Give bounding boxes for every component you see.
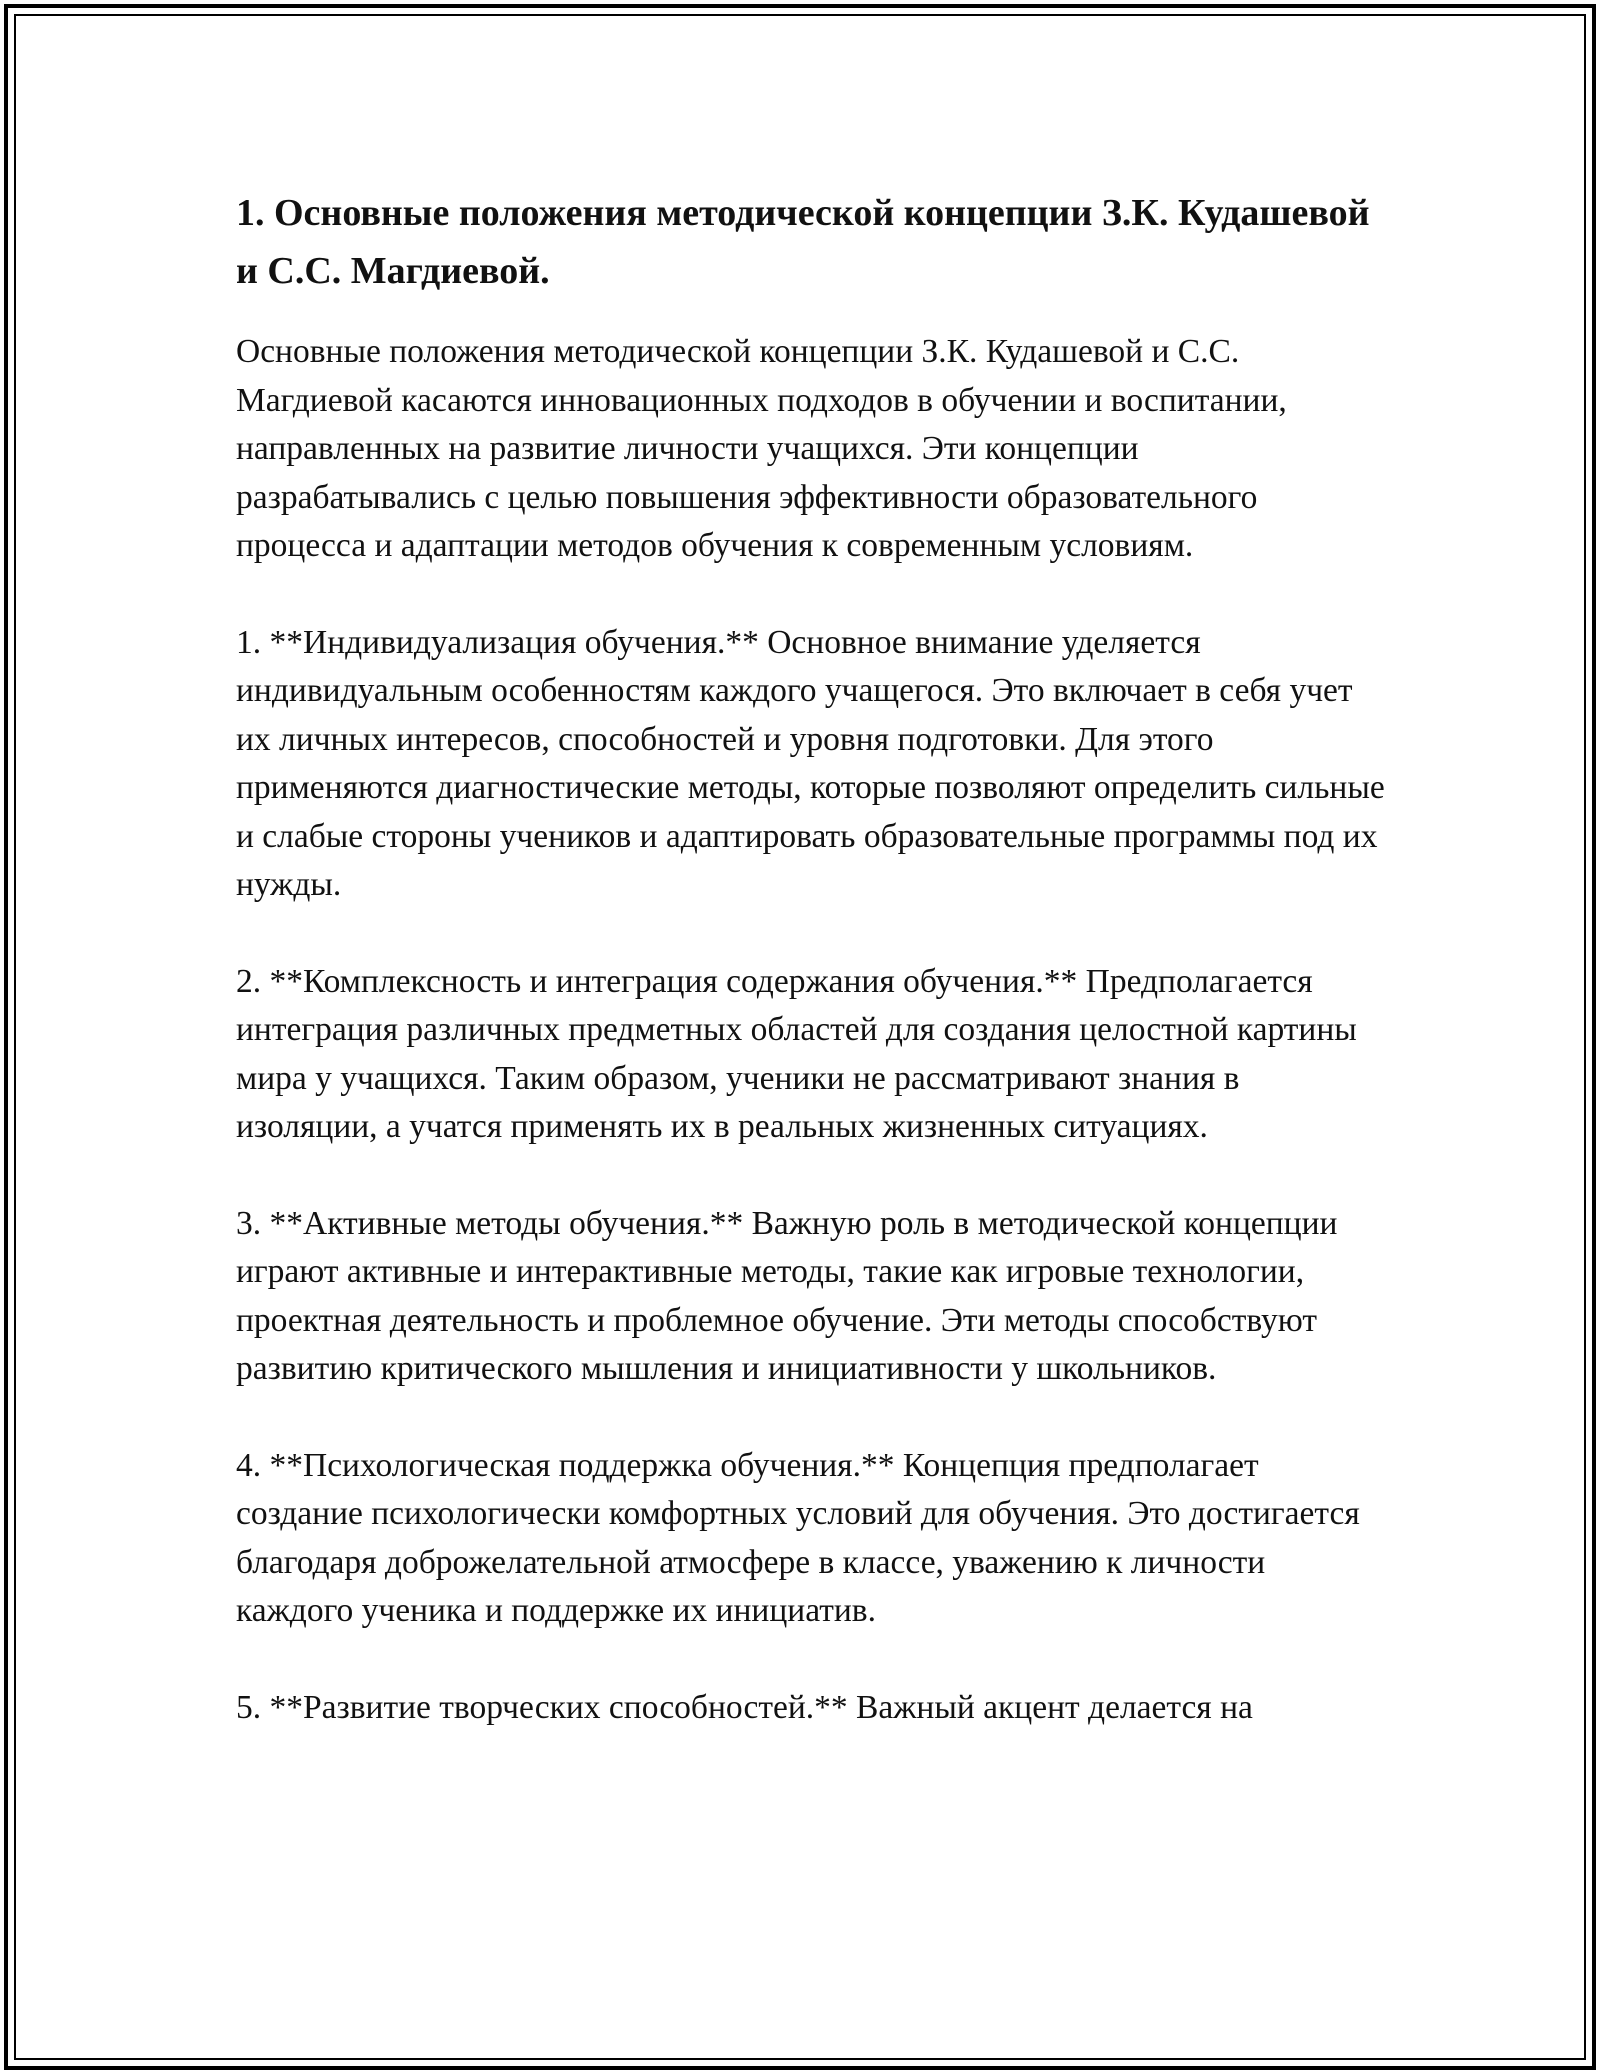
point-5-paragraph: 5. **Развитие творческих способностей.** Важный акцент делается на (236, 1688, 1253, 1726)
intro-paragraph: Основные положения методической концепции З.К. Кудашевой и С.С. Магдиевой касаются инновационных подходов в обучении и воспитании, направленных на развитие личности учащихся. Эти концепции разрабатывались с целью повышения эффективности образовательного процесса и адаптации методов обучения к современным условиям. (236, 333, 1287, 564)
point-1-paragraph: 1. **Индивидуализация обучения.** Основное внимание уделяется индивидуальным особенностям каждого учащегося. Это включает в себя учет их личных интересов, способностей и уровня подготовки. Для этого применяются диагностические методы, которые позволяют определить сильные и слабые стороны учеников и адаптировать образовательные программы под их нужды. (236, 623, 1385, 903)
point-3-paragraph: 3. **Активные методы обучения.** Важную роль в методической концепции играют активные и интерактивные методы, такие как игровые технологии, проектная деятельность и проблемное обучение. Эти методы способствуют развитию критического мышления и инициативности у школьников. (236, 1204, 1338, 1387)
document-body (236, 184, 1386, 1780)
point-2-paragraph: 2. **Комплексность и интеграция содержания обучения.** Предполагается интеграция различных предметных областей для создания целостной картины мира у учащихся. Таким образом, ученики не рассматривают знания в изоляции, а учатся применять их в реальных жизненных ситуациях. (236, 962, 1357, 1145)
section-heading: 1. Основные положения методической концепции З.К. Кудашевой и С.С. Магдиевой. (236, 192, 1370, 292)
point-4-paragraph: 4. **Психологическая поддержка обучения.** Концепция предполагает создание психологически комфортных условий для обучения. Это достигается благодаря доброжелательной атмосфере в классе, уважению к личности каждого ученика и поддержке их инициатив. (236, 1446, 1360, 1629)
